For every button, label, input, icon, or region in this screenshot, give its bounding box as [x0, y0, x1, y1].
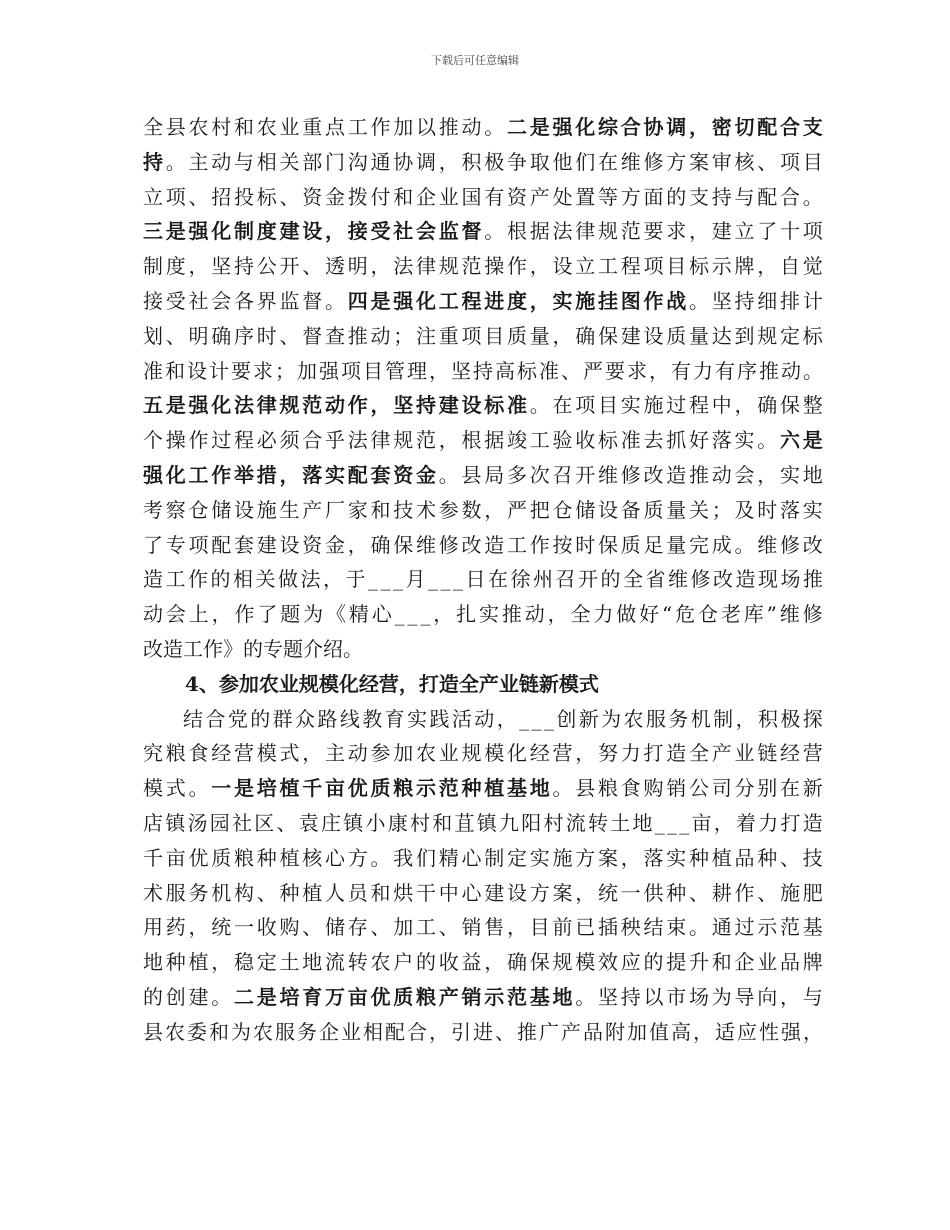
- text-line: 接 受 社 会 各 界 监 督 。 四 是 强 化 工 程 进 度 ， 实 施 挂 图 作 战 。 坚 持 细 排 计: [143, 288, 823, 313]
- text-line: 用 药 ， 统 一 收 购 、 储 存 、 加 工 、 销 售 ， 目 前 已 插 秧 结 束 。 通 过 示 范 基: [143, 915, 823, 940]
- text-line: 了 专 项 配 套 建 设 资 金 ， 确 保 维 修 改 造 工 作 按 时 保 质 足 量 完 成 。 维 修 改: [143, 532, 823, 557]
- text-line: 术 服 务 机 构 、 种 植 人 员 和 烘 干 中 心 建 设 方 案 ， 统 一 供 种 、 耕 作 、 施 肥: [143, 880, 823, 905]
- text-line: 准 和 设 计 要 求 ； 加 强 项 目 管 理 ， 坚 持 高 标 准 、 严 要 求 ， 有 力 有 序 推 动 。: [143, 358, 823, 383]
- section-heading: [143, 667, 823, 702]
- page-header: 下载后可任意编辑: [431, 54, 519, 67]
- bold-text-segment: 4、参加农业规模化经营，打造全产业链新模式: [185, 671, 599, 696]
- text-line: 制 度 ， 坚 持 公 开 、 透 明 ， 法 律 规 范 操 作 ， 设 立 工 程 项 目 标 示 牌 ， 自 觉: [143, 254, 823, 279]
- text-line: 县 农 委 和 为 农 服 务 企 业 相 配 合 ， 引 进 、 推 广 产 品 附 加 值 高 ， 适 应 性 强 ，: [143, 1019, 823, 1044]
- text-line: 五 是 强 化 法 律 规 范 动 作 ， 坚 持 建 设 标 准 。 在 项 目 实 施 过 程 中 ， 确 保 整: [143, 393, 823, 418]
- text-line: 千 亩 优 质 粮 种 植 核 心 方 。 我 们 精 心 制 定 实 施 方 案 ， 落 实 种 植 品 种 、 技: [143, 845, 823, 870]
- text-line: 造 工 作 的 相 关 做 法 ， 于 _ _ _ 月 _ _ _ 日 在 徐 州 召 开 的 全 省 维 修 改 造 现 场 推: [143, 567, 823, 592]
- text-line: 立 项 、 招 投 标 、 资 金 拨 付 和 企 业 国 有 资 产 处 置 等 方 面 的 支 持 与 配 合 。: [143, 184, 823, 209]
- text-line: 模 式 。 一 是 培 植 千 亩 优 质 粮 示 范 种 植 基 地 。 县 粮 食 购 销 公 司 分 别 在 新: [143, 776, 823, 801]
- text-line: 个 操 作 过 程 必 须 合 乎 法 律 规 范 ， 根 据 竣 工 验 收 标 准 去 抓 好 落 实 。 六 是: [143, 428, 823, 453]
- document-body: [143, 110, 823, 1050]
- text-line: 划 、 明 确 序 时 、 督 查 推 动 ； 注 重 项 目 质 量 ， 确 保 建 设 质 量 达 到 规 定 标: [143, 323, 823, 348]
- text-line: 究 粮 食 经 营 模 式 ， 主 动 参 加 农 业 规 模 化 经 营 ， 努 力 打 造 全 产 业 链 经 营: [143, 741, 823, 766]
- text-line: 考 察 仓 储 设 施 生 产 厂 家 和 技 术 参 数 ， 严 把 仓 储 设 备 质 量 关 ； 及 时 落 实: [143, 497, 823, 522]
- text-line: 的 创 建 。 二 是 培 育 万 亩 优 质 粮 产 销 示 范 基 地 。 坚 持 以 市 场 为 导 向 ， 与: [143, 984, 823, 1009]
- text-line: 地 种 植 ， 稳 定 土 地 流 转 农 户 的 收 益 ， 确 保 规 模 效 应 的 提 升 和 企 业 品 牌: [143, 950, 823, 975]
- text-segment: 改造工作》的专题介绍。: [143, 636, 363, 661]
- text-line: 全 县 农 村 和 农 业 重 点 工 作 加 以 推 动 。 二 是 强 化 综 合 协 调 ， 密 切 配 合 支: [143, 115, 823, 139]
- text-line: 强 化 工 作 举 措 ， 落 实 配 套 资 金 。 县 局 多 次 召 开 维 修 改 造 推 动 会 ， 实 地: [143, 462, 823, 487]
- text-line: 结 合 党 的 群 众 路 线 教 育 实 践 活 动 ， _ _ _ 创 新 为 农 服 务 机 制 ， 积 极 探: [183, 706, 823, 731]
- text-line: 动 会 上 ， 作 了 题 为 《 精 心 _ _ _ ， 扎 实 推 动 ， 全 力 做 好 “ 危 仓 老 库 ” 维 修: [143, 602, 823, 627]
- text-line: 持 。 主 动 与 相 关 部 门 沟 通 协 调 ， 积 极 争 取 他 们 在 维 修 方 案 审 核 、 项 目: [143, 149, 823, 174]
- text-line: 三 是 强 化 制 度 建 设 ， 接 受 社 会 监 督 。 根 据 法 律 规 范 要 求 ， 建 立 了 十 项: [143, 219, 823, 244]
- text-line: [143, 632, 823, 667]
- text-line: 店 镇 汤 园 社 区 、 袁 庄 镇 小 康 村 和 苴 镇 九 阳 村 流 转 土 地 _ _ _ 亩 ， 着 力 打 造: [143, 810, 823, 835]
